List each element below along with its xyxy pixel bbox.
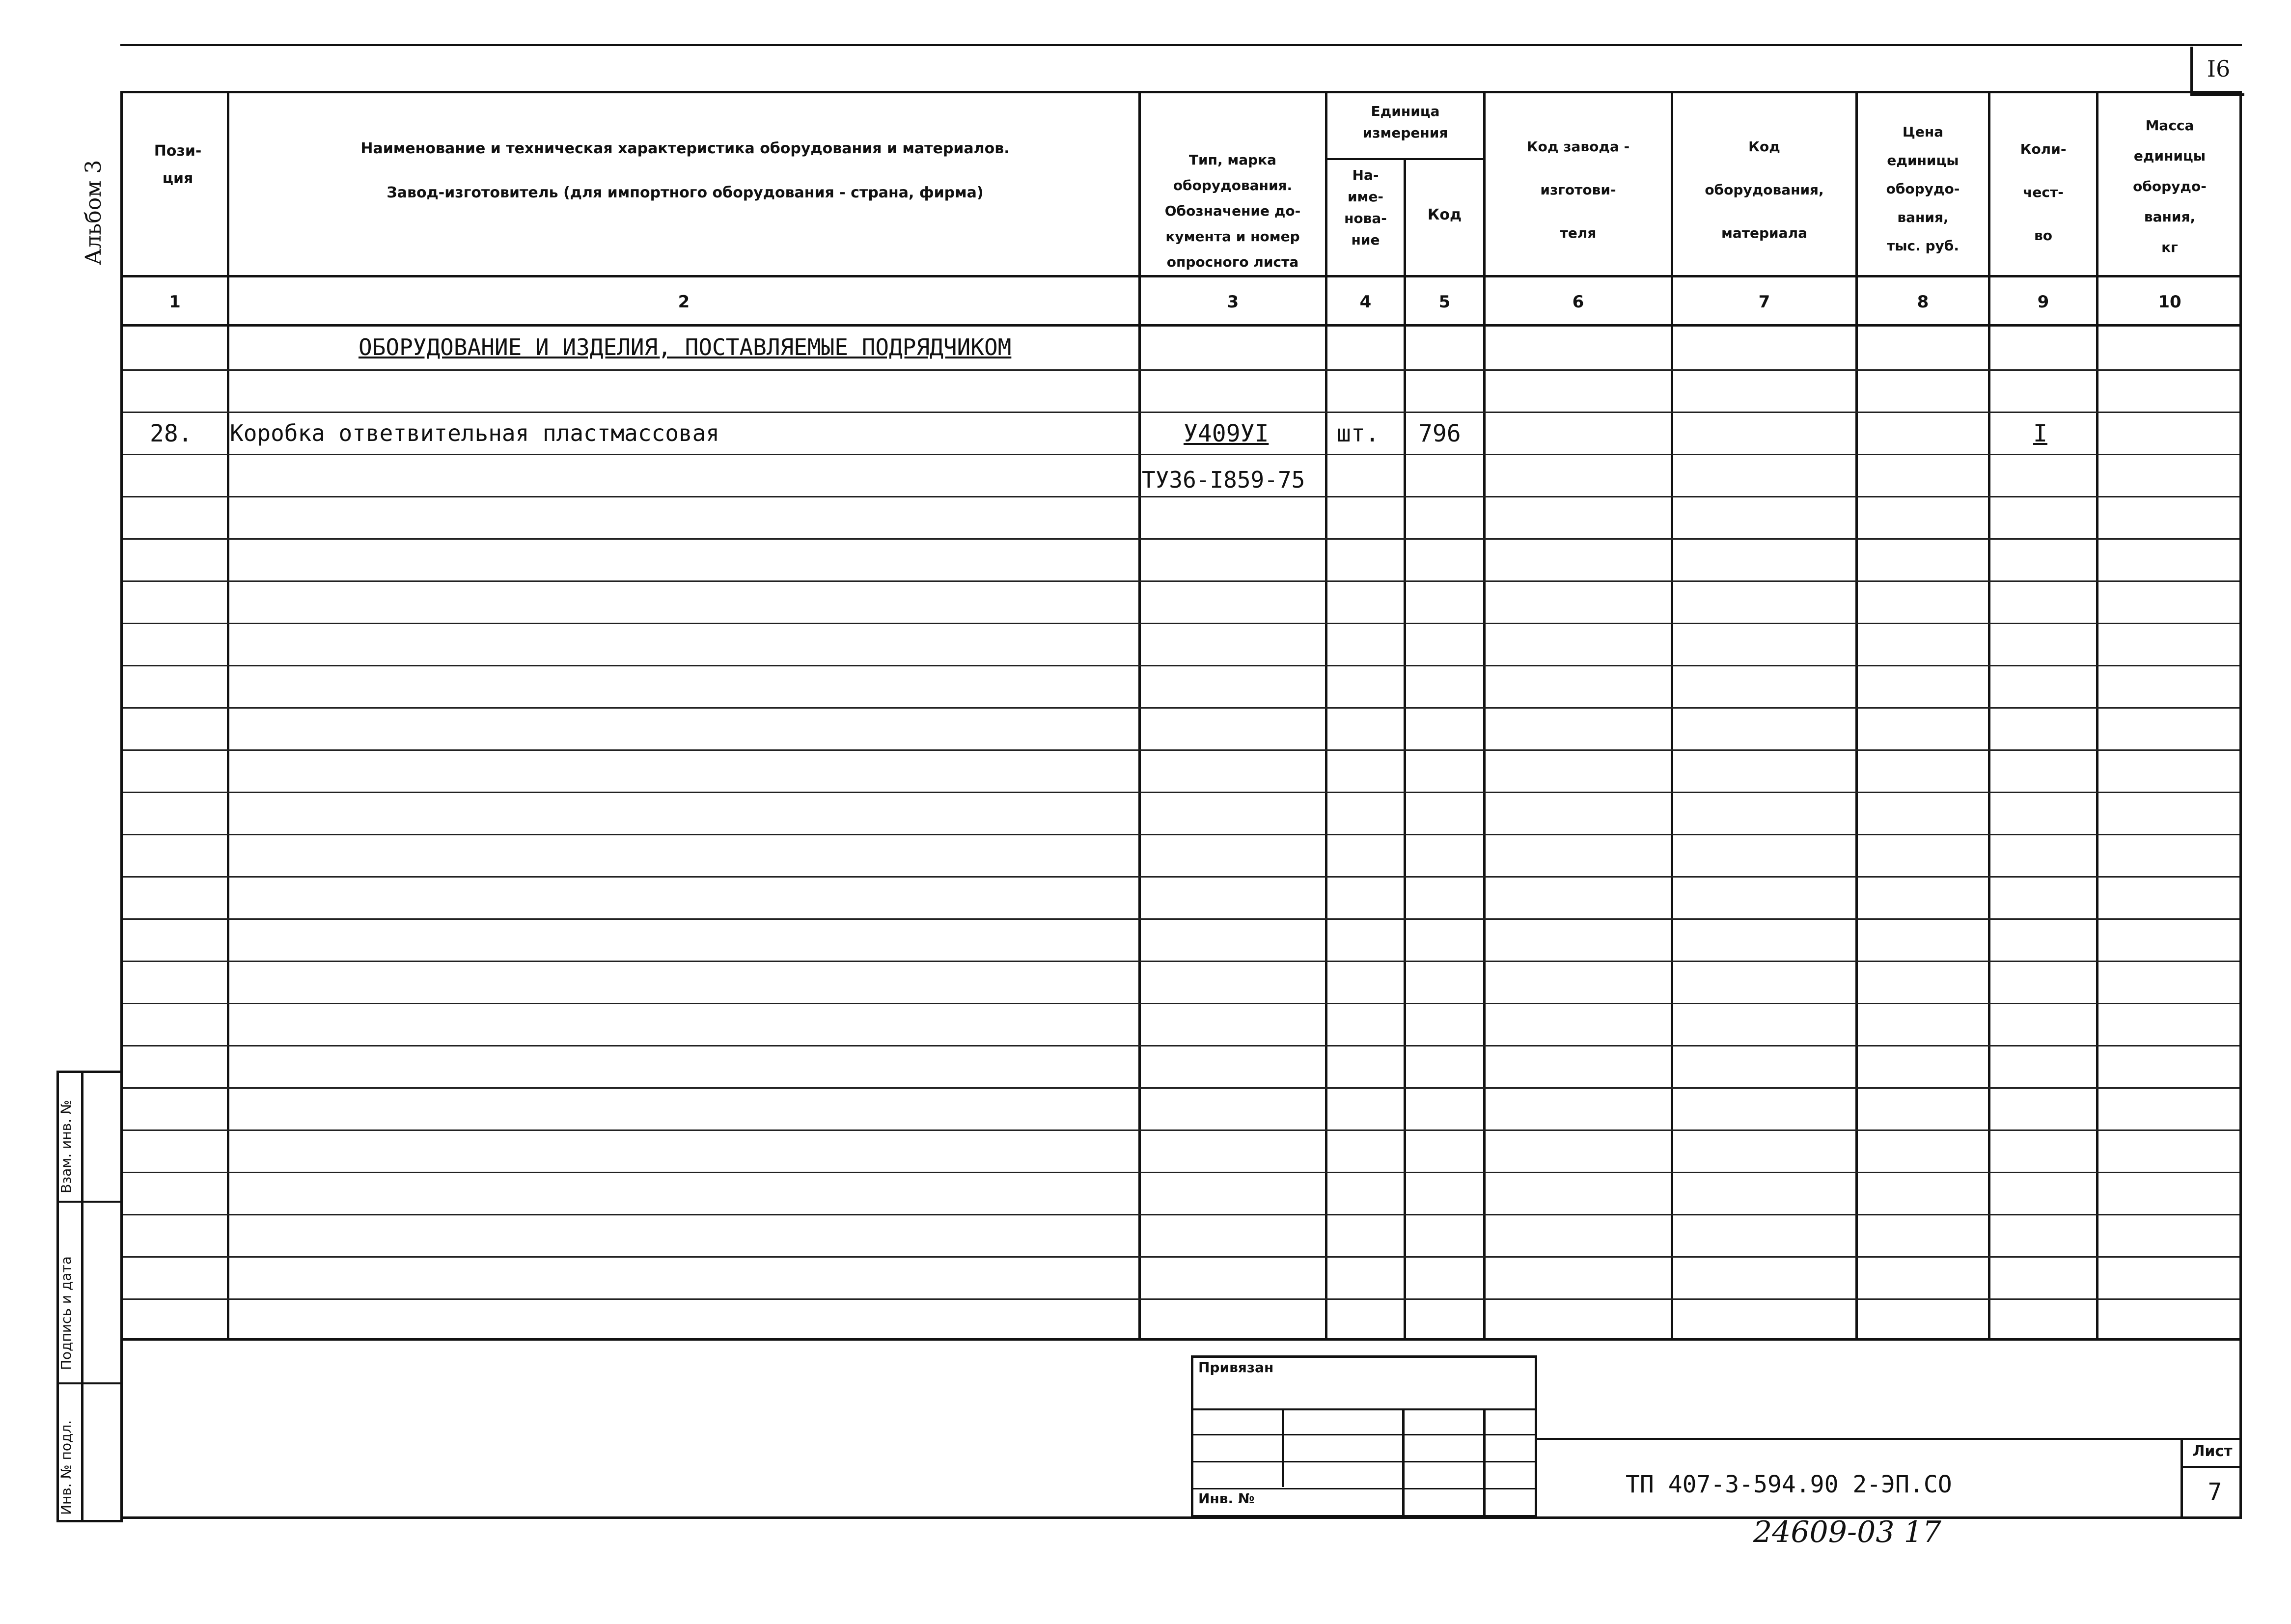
row-type-mark: У409УI [1184,420,1269,447]
list-label: Лист [2192,1443,2233,1460]
header-equipment-code: Код оборудования, материала [1705,138,1824,241]
colnum-2: 2 [678,292,690,312]
specification-table-frame [120,91,2242,1341]
unit-group-line [1325,158,1483,160]
header-name-line2: Завод-изготовитель (для импортного оборудования - страна, фирма) [386,184,984,201]
col-line-6 [1671,91,1673,1338]
col-line-8 [1988,91,1990,1338]
colnum-7: 7 [1758,292,1770,312]
inv-podl-label: Инв. № подл. [58,1420,74,1515]
row-type-doc: ТУ36-I859-75 [1142,467,1305,493]
top-border [120,44,2242,46]
row-unit-name: шт. [1337,420,1380,447]
inv-no-label: Инв. № [1198,1490,1255,1507]
header-unit-price: Цена единицы оборудо- вания, тыс. руб. [1886,124,1960,254]
header-manufacturer-code: Код завода - изготови- теля [1526,138,1630,241]
header-type-mark: Тип, марка оборудования. Обозначение до- кумента и номер опросного листа [1164,152,1301,270]
col-line-9 [2096,91,2098,1338]
colnum-4: 4 [1359,292,1372,312]
list-box-line [2181,1466,2242,1468]
vzam-inv-label: Взам. инв. № [58,1100,74,1193]
left-stamp-sep-2 [56,1382,123,1384]
archive-number: 24609-03 17 [1753,1515,1941,1549]
sheet-number-box [2190,47,2244,96]
colnum-10: 10 [2158,292,2181,312]
row-position: 28. [150,420,193,447]
header-position: Пози- ция [154,142,202,187]
section-title: ОБОРУДОВАНИЕ И ИЗДЕЛИЯ, ПОСТАВЛЯЕМЫЕ ПОДРЯДЧИКОМ [359,334,1012,360]
col-line-4 [1404,160,1406,1338]
header-quantity: Коли- чест- во [2020,141,2067,244]
privyazan-col-1 [1282,1408,1284,1487]
left-stamp-sep-1 [56,1201,123,1203]
document-code: ТП 407-3-594.90 2-ЭП.СО [1626,1471,1952,1498]
header-unit-code: Код [1427,206,1462,223]
row-name: Коробка ответвительная пластмассовая [230,420,719,446]
header-unit-name: На- име- нова- ние [1344,167,1387,248]
colnum-8: 8 [1917,292,1929,312]
col-line-3 [1325,91,1327,1338]
row-quantity: I [2033,420,2047,447]
colnum-3: 3 [1227,292,1239,312]
list-number: 7 [2208,1478,2222,1506]
row-unit-code: 796 [1418,420,1461,447]
colnum-5: 5 [1438,292,1451,312]
podpis-data-label: Подпись и дата [58,1256,74,1370]
colnum-1: 1 [169,292,181,312]
privyazan-col-2 [1402,1408,1405,1517]
bottom-left-border [120,1338,123,1519]
col-line-1 [227,91,229,1338]
header-unit-mass: Масса единицы оборудо- вания, кг [2133,117,2207,255]
header-bottom-line [120,275,2242,277]
album-label: Альбом 3 [81,160,106,265]
privyazan-col-3 [1483,1408,1486,1517]
doc-code-top-line [1537,1438,2242,1440]
colnum-bottom-line [120,324,2242,327]
privyazan-label: Привязан [1198,1359,1274,1376]
col-line-7 [1855,91,1858,1338]
left-stamp-divider [81,1071,83,1522]
header-name-line1: Наименование и техническая характеристика оборудования и материалов. [360,140,1010,157]
colnum-6: 6 [1572,292,1584,312]
colnum-9: 9 [2037,292,2049,312]
sheet-number-top: I6 [2207,55,2231,82]
header-unit-group: Единица измерения [1362,103,1448,141]
col-line-2 [1138,91,1141,1338]
col-line-5 [1483,91,1486,1338]
